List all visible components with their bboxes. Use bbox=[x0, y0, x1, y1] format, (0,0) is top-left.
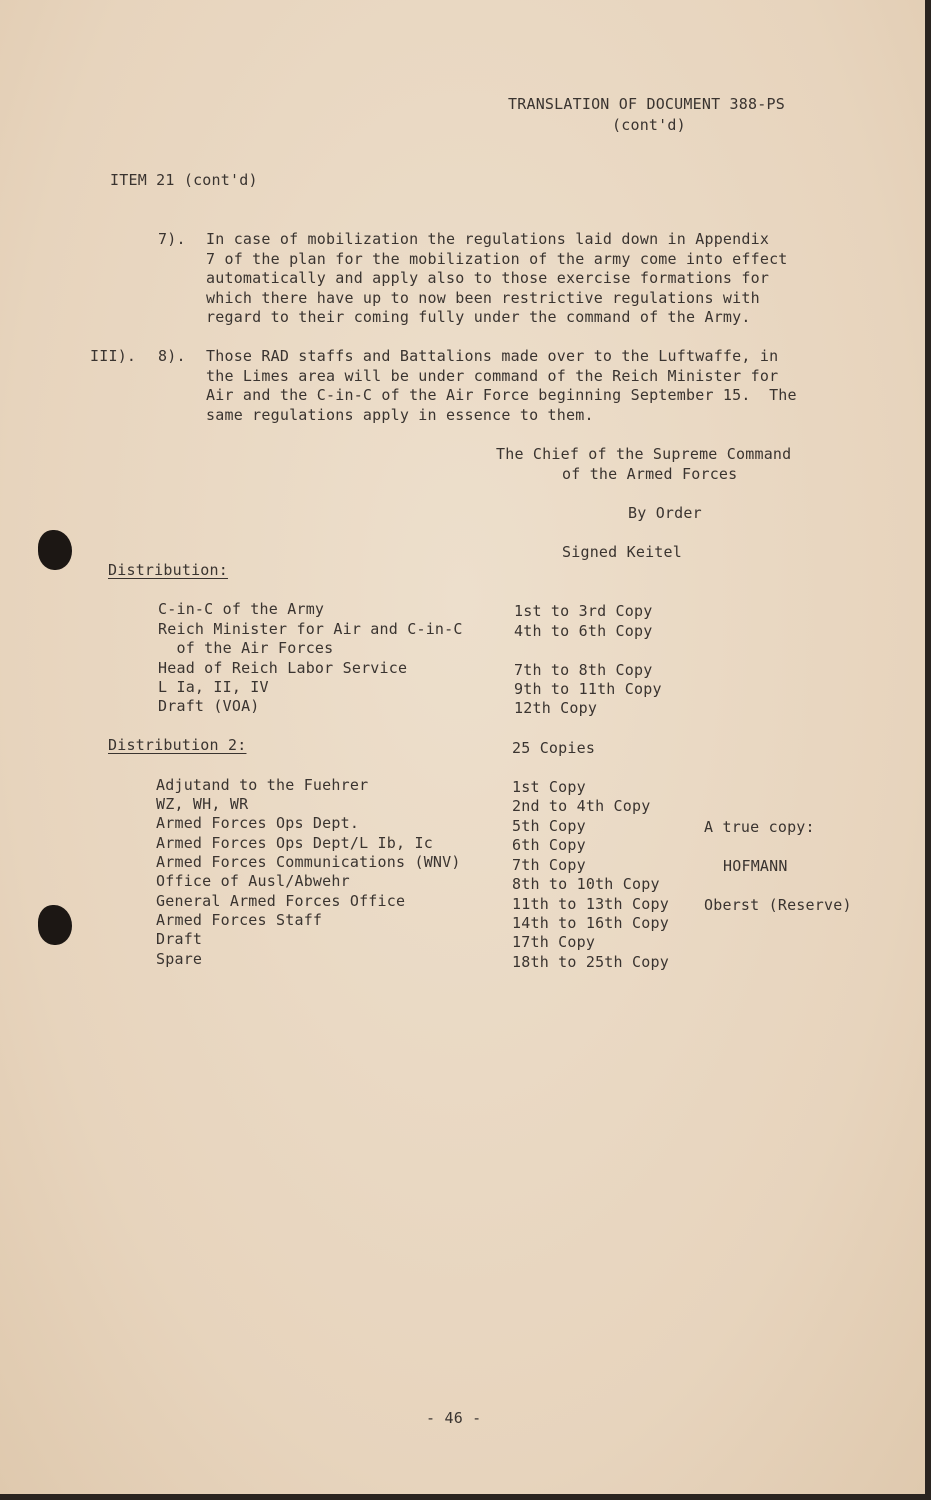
item-heading: ITEM 21 (cont'd) bbox=[110, 171, 258, 189]
distribution2-copies: 6th Copy bbox=[512, 836, 586, 854]
signature-line2: of the Armed Forces bbox=[562, 465, 738, 483]
para8-line: the Limes area will be under command of the Reich Minister for bbox=[206, 367, 779, 385]
distribution2-recipient: Adjutand to the Fuehrer bbox=[156, 776, 369, 794]
signature-by-order: By Order bbox=[628, 504, 702, 522]
certification-true-copy: A true copy: bbox=[704, 818, 815, 836]
distribution2-recipient: General Armed Forces Office bbox=[156, 892, 406, 910]
distribution2-recipient: Armed Forces Staff bbox=[156, 911, 323, 929]
distribution-copies: 4th to 6th Copy bbox=[514, 622, 653, 640]
distribution2-recipient: Draft bbox=[156, 930, 203, 948]
para7-number: 7). bbox=[158, 230, 186, 248]
distribution2-total: 25 Copies bbox=[512, 739, 596, 757]
distribution-heading: Distribution: bbox=[108, 561, 228, 579]
distribution-recipient: Head of Reich Labor Service bbox=[158, 659, 408, 677]
distribution2-recipient: Armed Forces Ops Dept. bbox=[156, 814, 360, 832]
distribution2-copies: 5th Copy bbox=[512, 817, 586, 835]
distribution2-heading: Distribution 2: bbox=[108, 736, 247, 754]
distribution-copies: 12th Copy bbox=[514, 699, 598, 717]
distribution2-copies: 7th Copy bbox=[512, 856, 586, 874]
distribution-recipient: L Ia, II, IV bbox=[158, 678, 269, 696]
distribution2-copies: 1st Copy bbox=[512, 778, 586, 796]
distribution-recipient: Reich Minister for Air and C-in-C bbox=[158, 620, 463, 638]
punch-hole-bottom bbox=[38, 905, 72, 945]
punch-hole-top bbox=[38, 530, 72, 570]
header-contd: (cont'd) bbox=[612, 116, 686, 134]
para7-line: In case of mobilization the regulations laid down in Appendix bbox=[206, 230, 770, 248]
distribution-copies: 9th to 11th Copy bbox=[514, 680, 662, 698]
para8-line: Those RAD staffs and Battalions made over to the Luftwaffe, in bbox=[206, 347, 779, 365]
signature-line1: The Chief of the Supreme Command bbox=[496, 445, 792, 463]
para8-number: 8). bbox=[158, 347, 186, 365]
para7-line: which there have up to now been restrictive regulations with bbox=[206, 289, 760, 307]
distribution-recipient: C-in-C of the Army bbox=[158, 600, 325, 618]
distribution2-copies: 18th to 25th Copy bbox=[512, 953, 669, 971]
para8-section: III). bbox=[90, 347, 137, 365]
page-number: - 46 - bbox=[426, 1409, 482, 1427]
distribution-copies: 1st to 3rd Copy bbox=[514, 602, 653, 620]
distribution2-recipient: Office of Ausl/Abwehr bbox=[156, 872, 350, 890]
certification-rank: Oberst (Reserve) bbox=[704, 896, 852, 914]
distribution-copies: 7th to 8th Copy bbox=[514, 661, 653, 679]
para7-line: automatically and apply also to those exercise formations for bbox=[206, 269, 770, 287]
distribution2-copies: 11th to 13th Copy bbox=[512, 895, 669, 913]
distribution-recipient: Draft (VOA) bbox=[158, 697, 260, 715]
distribution2-recipient: Armed Forces Ops Dept/L Ib, Ic bbox=[156, 834, 433, 852]
para7-line: regard to their coming fully under the command of the Army. bbox=[206, 308, 751, 326]
para8-line: same regulations apply in essence to them. bbox=[206, 406, 594, 424]
distribution2-copies: 14th to 16th Copy bbox=[512, 914, 669, 932]
distribution2-copies: 2nd to 4th Copy bbox=[512, 797, 651, 815]
signature-signed: Signed Keitel bbox=[562, 543, 682, 561]
para8-line: Air and the C-in-C of the Air Force beginning September 15. The bbox=[206, 386, 797, 404]
certification-name: HOFMANN bbox=[723, 857, 788, 875]
distribution2-recipient: Spare bbox=[156, 950, 203, 968]
distribution2-copies: 17th Copy bbox=[512, 933, 596, 951]
distribution2-recipient: Armed Forces Communications (WNV) bbox=[156, 853, 461, 871]
distribution2-copies: 8th to 10th Copy bbox=[512, 875, 660, 893]
distribution-recipient: of the Air Forces bbox=[158, 639, 334, 657]
distribution2-recipient: WZ, WH, WR bbox=[156, 795, 249, 813]
para7-line: 7 of the plan for the mobilization of the army come into effect bbox=[206, 250, 788, 268]
header-title: TRANSLATION OF DOCUMENT 388-PS bbox=[508, 95, 785, 113]
